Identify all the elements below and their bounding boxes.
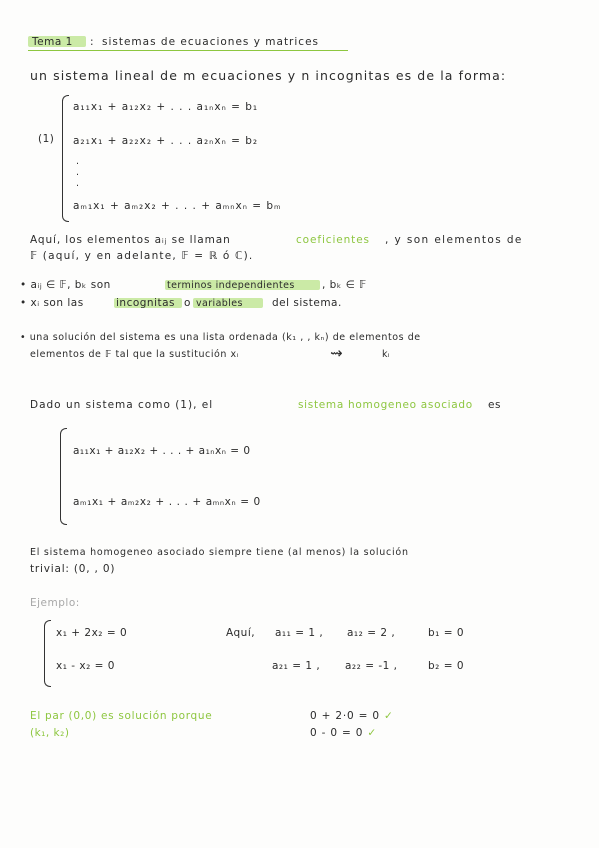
example-a12: a₁₂ = 2 ,: [347, 627, 396, 639]
bullet-2-variables: variables: [196, 298, 243, 309]
example-b1: b₁ = 0: [428, 627, 465, 639]
title-underline: [28, 50, 348, 51]
homog-row-m: aₘ₁x₁ + aₘ₂x₂ + . . . + aₘₙxₙ = 0: [73, 496, 261, 508]
trivial-line-2: trivial: (0, , 0): [30, 563, 116, 575]
example-a11: a₁₁ = 1 ,: [275, 627, 324, 639]
example-title: Ejemplo:: [30, 597, 80, 609]
bullet-2-a: • xᵢ son las: [20, 297, 84, 309]
system-row-2: a₂₁x₁ + a₂₂x₂ + . . . a₂ₙxₙ = b₂: [73, 135, 259, 147]
bullet-1-term: terminos independientes: [167, 280, 295, 291]
homog-brace: [60, 428, 67, 525]
example-b2: b₂ = 0: [428, 660, 465, 672]
homog-row-1: a₁₁x₁ + a₁₂x₂ + . . . + a₁ₙxₙ = 0: [73, 445, 251, 457]
squiggle-arrow-icon: ⇝: [330, 344, 344, 362]
system-row-m: aₘ₁x₁ + aₘ₂x₂ + . . . + aₘₙxₙ = bₘ: [73, 200, 282, 212]
solution-line-1: El par (0,0) es solución porque: [30, 710, 213, 722]
system-label: (1): [38, 133, 55, 145]
bullet-3-ki: kᵢ: [382, 349, 390, 360]
system-row-1: a₁₁x₁ + a₁₂x₂ + . . . a₁ₙxₙ = b₁: [73, 101, 259, 113]
example-eq-1: x₁ + 2x₂ = 0: [56, 627, 128, 639]
coef-text-c: , y son elementos de: [385, 234, 523, 246]
homog-intro-a: Dado un sistema como (1), el: [30, 399, 214, 411]
solution-line-2: (k₁, k₂): [30, 727, 70, 739]
system-dots: . . .: [76, 156, 80, 189]
homog-term: sistema homogeneo asociado: [298, 399, 473, 411]
example-brace: [44, 620, 51, 687]
bullet-1-c: , bₖ ∈ 𝔽: [322, 279, 367, 291]
page-title: sistemas de ecuaciones y matrices: [102, 36, 319, 48]
bullet-1-a: • aᵢⱼ ∈ 𝔽, bₖ son: [20, 279, 111, 291]
example-a21: a₂₁ = 1 ,: [272, 660, 321, 672]
trivial-line-1: El sistema homogeneo asociado siempre tiene (al menos) la solución: [30, 547, 409, 558]
solution-check-2: 0 - 0 = 0 ✓: [310, 727, 377, 739]
example-a22: a₂₂ = -1 ,: [345, 660, 398, 672]
check-mark-icon: ✓: [367, 727, 377, 739]
check-mark-icon: ✓: [383, 710, 394, 722]
bullet-2-incognitas: incognitas: [116, 297, 176, 309]
intro-text: un sistema lineal de m ecuaciones y n incognitas es de la forma:: [30, 68, 507, 83]
coef-text-line2: 𝔽 (aquí, y en adelante, 𝔽 = ℝ ó ℂ).: [30, 250, 254, 262]
bullet-3-line2: elementos de 𝔽 tal que la sustitución xᵢ: [30, 349, 239, 360]
tema-colon: :: [90, 36, 95, 48]
bullet-2-o: o: [184, 297, 191, 309]
homog-intro-c: es: [488, 399, 501, 411]
solution-check-1: 0 + 2·0 = 0 ✓: [310, 710, 394, 722]
example-eq-2: x₁ - x₂ = 0: [56, 660, 115, 672]
coef-text-a: Aquí, los elementos aᵢⱼ se llaman: [30, 234, 231, 246]
system-brace: [62, 95, 69, 222]
bullet-2-e: del sistema.: [272, 297, 342, 309]
tema-label: Tema 1: [32, 36, 73, 48]
coef-term: coeficientes: [296, 234, 370, 246]
bullet-3-line1: • una solución del sistema es una lista ordenada (k₁ , , kₙ) de elementos de: [20, 332, 421, 343]
example-aqui: Aquí,: [226, 627, 256, 639]
